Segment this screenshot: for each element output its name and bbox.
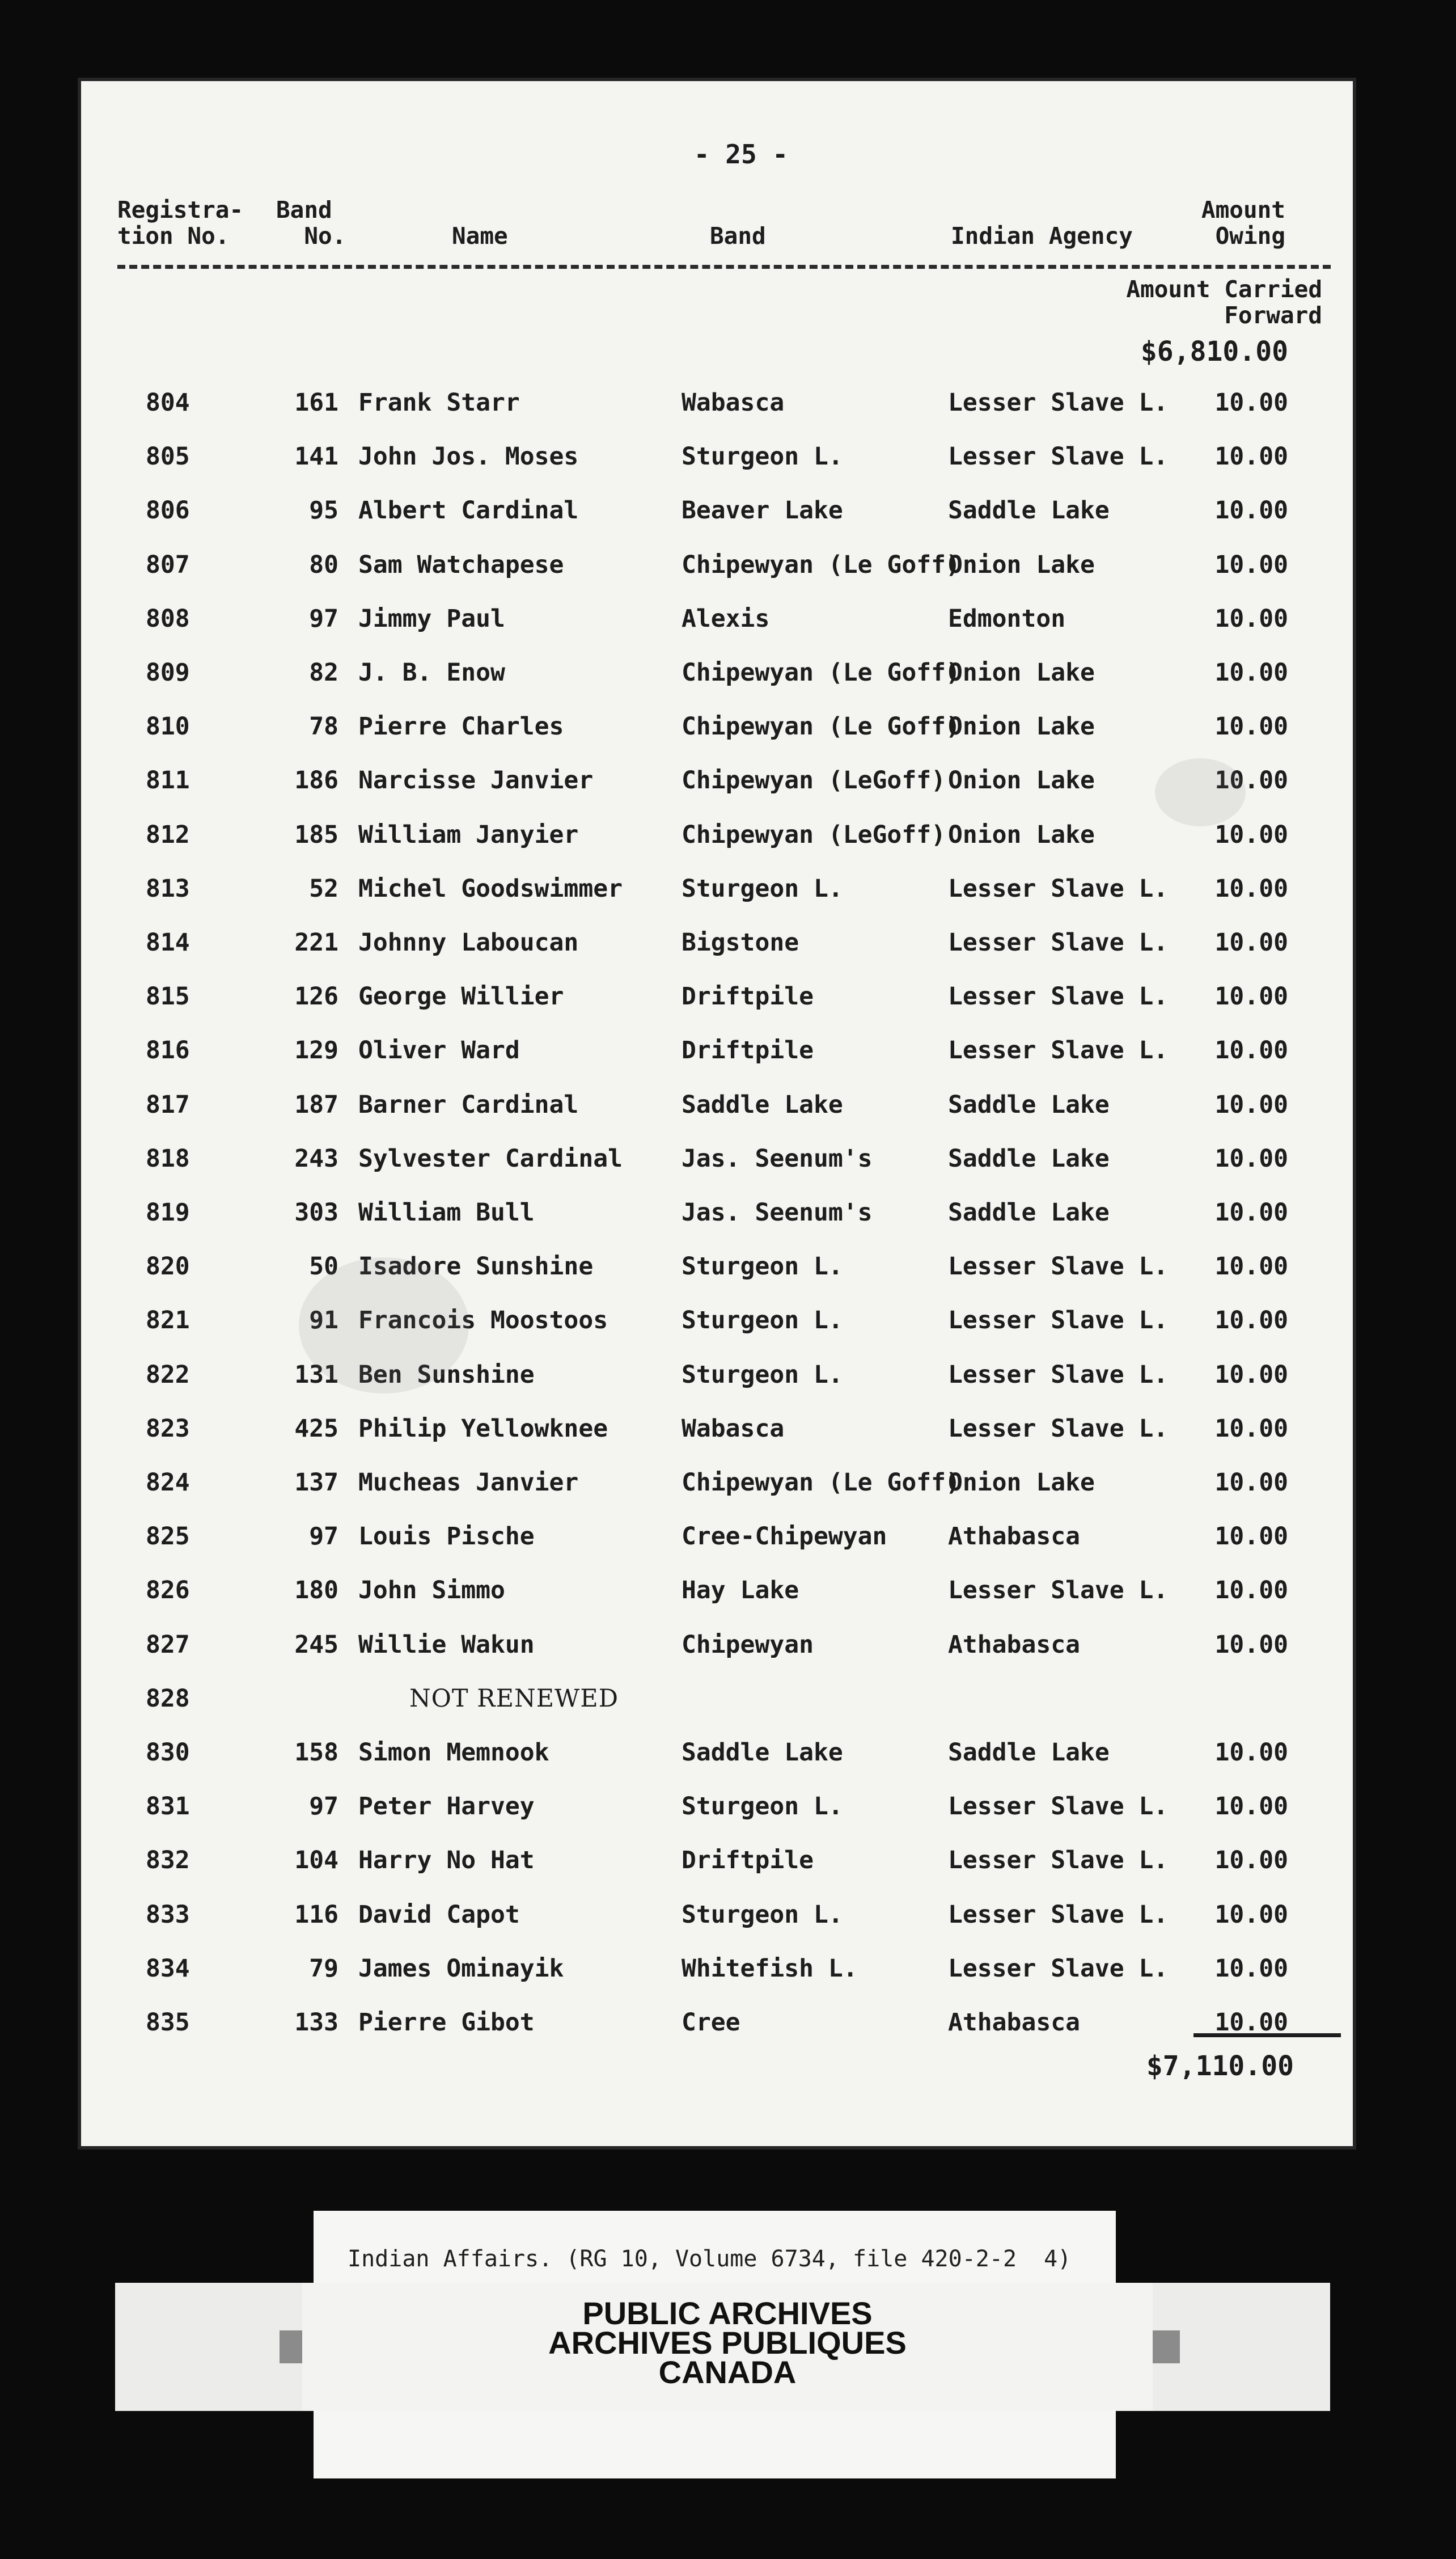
- registration-no: 825: [146, 1522, 190, 1551]
- indian-agency: Lesser Slave L.: [948, 928, 1169, 957]
- amount-owing: 10.00: [1214, 1468, 1288, 1497]
- table-row: [78, 1036, 1356, 1090]
- band-no: 243: [294, 1144, 338, 1173]
- amount-owing: 10.00: [1214, 1738, 1288, 1767]
- band-name: Chipewyan (LeGoff): [682, 766, 946, 795]
- indian-agency: Lesser Slave L.: [948, 1792, 1169, 1821]
- member-name: William Bull: [358, 1198, 535, 1227]
- band-name: Jas. Seenum's: [682, 1198, 873, 1227]
- amount-owing: 10.00: [1214, 1036, 1288, 1065]
- registration-no: 817: [146, 1090, 190, 1119]
- band-name: Chipewyan: [682, 1630, 814, 1659]
- band-no: 303: [294, 1198, 338, 1227]
- band-name: Driftpile: [682, 982, 814, 1011]
- registration-no: 835: [146, 2008, 190, 2037]
- indian-agency: Saddle Lake: [948, 1144, 1110, 1173]
- band-no: 161: [294, 389, 338, 417]
- band-no: 97: [309, 604, 338, 633]
- band-name: Chipewyan (Le Goff): [682, 1468, 960, 1497]
- indian-agency: Onion Lake: [948, 658, 1095, 687]
- header-indian-agency: Indian Agency: [951, 222, 1133, 250]
- registration-no: 805: [146, 442, 190, 471]
- band-name: Chipewyan (Le Goff): [682, 658, 960, 687]
- band-name: Alexis: [682, 604, 770, 633]
- table-row: [78, 496, 1356, 550]
- indian-agency: Athabasca: [948, 2008, 1080, 2037]
- band-name: Sturgeon L.: [682, 1792, 843, 1821]
- total-underline: [1193, 2033, 1341, 2037]
- registration-no: 807: [146, 550, 190, 579]
- registration-no: 820: [146, 1252, 190, 1281]
- registration-no: 804: [146, 389, 190, 417]
- registration-no: 811: [146, 766, 190, 795]
- registration-no: 810: [146, 712, 190, 741]
- registration-no: 827: [146, 1630, 190, 1659]
- band-no: 187: [294, 1090, 338, 1119]
- member-name: Simon Memnook: [358, 1738, 549, 1767]
- amount-owing: 10.00: [1214, 1522, 1288, 1551]
- amount-owing: 10.00: [1214, 389, 1288, 417]
- registration-no: 808: [146, 604, 190, 633]
- amount-owing: 10.00: [1214, 820, 1288, 849]
- member-name: NOT RENEWED: [409, 1684, 619, 1713]
- amount-owing: 10.00: [1214, 496, 1288, 525]
- band-no: 97: [309, 1792, 338, 1821]
- indian-agency: Lesser Slave L.: [948, 1900, 1169, 1929]
- member-name: William Janyier: [358, 820, 579, 849]
- band-no: 158: [294, 1738, 338, 1767]
- band-name: Whitefish L.: [682, 1954, 858, 1983]
- member-name: Sylvester Cardinal: [358, 1144, 623, 1173]
- registration-no: 809: [146, 658, 190, 687]
- amount-owing: 10.00: [1214, 604, 1288, 633]
- band-name: Cree-Chipewyan: [682, 1522, 887, 1551]
- table-row: [78, 1468, 1356, 1522]
- member-name: John Simmo: [358, 1576, 505, 1605]
- amount-owing: 10.00: [1214, 874, 1288, 903]
- indian-agency: Saddle Lake: [948, 1090, 1110, 1119]
- table-row: [78, 1954, 1356, 2008]
- indian-agency: Lesser Slave L.: [948, 982, 1169, 1011]
- registration-no: 819: [146, 1198, 190, 1227]
- amount-owing: 10.00: [1214, 658, 1288, 687]
- indian-agency: Lesser Slave L.: [948, 874, 1169, 903]
- band-name: Driftpile: [682, 1846, 814, 1875]
- indian-agency: Onion Lake: [948, 550, 1095, 579]
- registration-no: 822: [146, 1360, 190, 1389]
- indian-agency: Lesser Slave L.: [948, 1414, 1169, 1443]
- indian-agency: Onion Lake: [948, 1468, 1095, 1497]
- member-name: Narcisse Janvier: [358, 766, 594, 795]
- registration-no: 830: [146, 1738, 190, 1767]
- header-band-no: Band No.: [276, 196, 346, 250]
- archive-citation: Indian Affairs. (RG 10, Volume 6734, file 420-2-2 4): [348, 2246, 1072, 2272]
- band-name: Wabasca: [682, 389, 785, 417]
- band-no: 131: [294, 1360, 338, 1389]
- table-row: [78, 658, 1356, 712]
- table-row: [78, 1198, 1356, 1252]
- band-no: 425: [294, 1414, 338, 1443]
- indian-agency: Onion Lake: [948, 820, 1095, 849]
- band-no: 126: [294, 982, 338, 1011]
- member-name: Oliver Ward: [358, 1036, 520, 1065]
- indian-agency: Saddle Lake: [948, 496, 1110, 525]
- member-name: John Jos. Moses: [358, 442, 579, 471]
- table-row: [78, 1901, 1356, 1954]
- member-name: Isadore Sunshine: [358, 1252, 594, 1281]
- indian-agency: Lesser Slave L.: [948, 1306, 1169, 1335]
- member-name: Barner Cardinal: [358, 1090, 579, 1119]
- member-name: Ben Sunshine: [358, 1360, 535, 1389]
- header-amount-owing: Amount Owing: [1201, 196, 1285, 250]
- amount-owing: 10.00: [1214, 2008, 1288, 2037]
- amount-owing: 10.00: [1214, 712, 1288, 741]
- member-name: Johnny Laboucan: [358, 928, 579, 957]
- member-name: Jimmy Paul: [358, 604, 505, 633]
- table-row: [78, 982, 1356, 1036]
- band-no: 141: [294, 442, 338, 471]
- amount-owing: 10.00: [1214, 766, 1288, 795]
- amount-owing: 10.00: [1214, 1792, 1288, 1821]
- registration-no: 823: [146, 1414, 190, 1443]
- indian-agency: Edmonton: [948, 604, 1066, 633]
- table-row: [78, 1792, 1356, 1846]
- band-no: 52: [309, 874, 338, 903]
- amount-carried-forward-value: $6,810.00: [1140, 336, 1288, 368]
- table-row: [78, 389, 1356, 442]
- band-no: 50: [309, 1252, 338, 1281]
- member-name: Pierre Charles: [358, 712, 564, 741]
- band-no: 82: [309, 658, 338, 687]
- band-no: 95: [309, 496, 338, 525]
- archives-stamp-strip: [115, 2283, 1330, 2411]
- archives-stamp-line2: ARCHIVES PUBLIQUES: [548, 2325, 907, 2360]
- indian-agency: Saddle Lake: [948, 1198, 1110, 1227]
- band-no: 78: [309, 712, 338, 741]
- member-name: Albert Cardinal: [358, 496, 579, 525]
- table-row: [78, 1306, 1356, 1360]
- member-name: David Capot: [358, 1900, 520, 1929]
- band-no: 185: [294, 820, 338, 849]
- indian-agency: Lesser Slave L.: [948, 1360, 1169, 1389]
- amount-carried-forward-label: Amount Carried Forward: [1126, 276, 1322, 329]
- header-band: Band: [710, 222, 766, 250]
- amount-owing: 10.00: [1214, 928, 1288, 957]
- indian-agency: Lesser Slave L.: [948, 1954, 1169, 1983]
- archives-stamp-line3: CANADA: [658, 2354, 797, 2390]
- band-name: Jas. Seenum's: [682, 1144, 873, 1173]
- member-name: James Ominayik: [358, 1954, 564, 1983]
- amount-owing: 10.00: [1214, 1090, 1288, 1119]
- band-no: 180: [294, 1576, 338, 1605]
- amount-owing: 10.00: [1214, 1252, 1288, 1281]
- table-row: [78, 1684, 1356, 1738]
- band-no: 97: [309, 1522, 338, 1551]
- band-name: Sturgeon L.: [682, 874, 843, 903]
- registration-no: 826: [146, 1576, 190, 1605]
- table-row: [78, 1361, 1356, 1414]
- table-row: [78, 1738, 1356, 1792]
- page-number: - 25 -: [693, 139, 789, 170]
- indian-agency: Onion Lake: [948, 766, 1095, 795]
- amount-owing: 10.00: [1214, 1306, 1288, 1335]
- band-name: Hay Lake: [682, 1576, 799, 1605]
- indian-agency: Lesser Slave L.: [948, 1036, 1169, 1065]
- band-name: Sturgeon L.: [682, 1306, 843, 1335]
- table-row: [78, 875, 1356, 928]
- band-no: 221: [294, 928, 338, 957]
- indian-agency: Athabasca: [948, 1630, 1080, 1659]
- amount-owing: 10.00: [1214, 1954, 1288, 1983]
- archives-stamp: [302, 2283, 1153, 2411]
- paper-smudge: [1155, 758, 1246, 826]
- member-name: Philip Yellowknee: [358, 1414, 608, 1443]
- member-name: George Willier: [358, 982, 564, 1011]
- table-row: [78, 1576, 1356, 1630]
- member-name: Peter Harvey: [358, 1792, 535, 1821]
- member-name: Sam Watchapese: [358, 550, 564, 579]
- member-name: Willie Wakun: [358, 1630, 535, 1659]
- paper-smudge: [299, 1257, 469, 1393]
- member-name: Francois Moostoos: [358, 1306, 608, 1335]
- indian-agency: Saddle Lake: [948, 1738, 1110, 1767]
- band-no: 91: [309, 1306, 338, 1335]
- archives-stamp-line1: PUBLIC ARCHIVES: [582, 2295, 873, 2331]
- table-row: [78, 442, 1356, 496]
- indian-agency: Lesser Slave L.: [948, 442, 1169, 471]
- table-row: [78, 1414, 1356, 1468]
- band-name: Driftpile: [682, 1036, 814, 1065]
- amount-owing: 10.00: [1214, 550, 1288, 579]
- table-row: [78, 712, 1356, 766]
- band-name: Chipewyan (LeGoff): [682, 820, 946, 849]
- amount-owing: 10.00: [1214, 1576, 1288, 1605]
- band-name: Cree: [682, 2008, 740, 2037]
- band-no: 186: [294, 766, 338, 795]
- registration-no: 824: [146, 1468, 190, 1497]
- registration-no: 806: [146, 496, 190, 525]
- band-name: Chipewyan (Le Goff): [682, 550, 960, 579]
- amount-owing: 10.00: [1214, 1198, 1288, 1227]
- amount-owing: 10.00: [1214, 1144, 1288, 1173]
- amount-owing: 10.00: [1214, 982, 1288, 1011]
- band-name: Sturgeon L.: [682, 1900, 843, 1929]
- band-no: 104: [294, 1846, 338, 1875]
- band-name: Sturgeon L.: [682, 1252, 843, 1281]
- amount-owing: 10.00: [1214, 1846, 1288, 1875]
- indian-agency: Athabasca: [948, 1522, 1080, 1551]
- band-name: Saddle Lake: [682, 1090, 843, 1119]
- band-no: 133: [294, 2008, 338, 2037]
- amount-owing: 10.00: [1214, 1360, 1288, 1389]
- band-name: Bigstone: [682, 928, 799, 957]
- band-no: 116: [294, 1900, 338, 1929]
- amount-owing: 10.00: [1214, 1900, 1288, 1929]
- table-row: [78, 1252, 1356, 1306]
- band-no: 137: [294, 1468, 338, 1497]
- amount-owing: 10.00: [1214, 442, 1288, 471]
- registration-no: 828: [146, 1684, 190, 1713]
- registration-no: 814: [146, 928, 190, 957]
- table-row: [78, 1091, 1356, 1145]
- table-row: [78, 605, 1356, 658]
- registration-no: 833: [146, 1900, 190, 1929]
- registration-no: 821: [146, 1306, 190, 1335]
- table-row: [78, 551, 1356, 605]
- band-no: 129: [294, 1036, 338, 1065]
- registration-no: 816: [146, 1036, 190, 1065]
- registration-no: 832: [146, 1846, 190, 1875]
- band-name: Chipewyan (Le Goff): [682, 712, 960, 741]
- band-name: Wabasca: [682, 1414, 785, 1443]
- member-name: J. B. Enow: [358, 658, 505, 687]
- member-name: Frank Starr: [358, 389, 520, 417]
- amount-owing: 10.00: [1214, 1414, 1288, 1443]
- citation-label-lower: [314, 2410, 1116, 2478]
- member-name: Pierre Gibot: [358, 2008, 535, 2037]
- indian-agency: Lesser Slave L.: [948, 1576, 1169, 1605]
- table-row: [78, 1145, 1356, 1198]
- indian-agency: Lesser Slave L.: [948, 1252, 1169, 1281]
- header-divider: [117, 265, 1331, 269]
- document-page: [78, 78, 1356, 2150]
- registration-no: 818: [146, 1144, 190, 1173]
- indian-agency: Onion Lake: [948, 712, 1095, 741]
- indian-agency: Lesser Slave L.: [948, 1846, 1169, 1875]
- member-name: Michel Goodswimmer: [358, 874, 623, 903]
- band-no: 79: [309, 1954, 338, 1983]
- header-name: Name: [452, 222, 508, 250]
- band-name: Sturgeon L.: [682, 1360, 843, 1389]
- registration-no: 831: [146, 1792, 190, 1821]
- registration-no: 834: [146, 1954, 190, 1983]
- band-name: Sturgeon L.: [682, 442, 843, 471]
- band-no: 245: [294, 1630, 338, 1659]
- registration-no: 815: [146, 982, 190, 1011]
- strip-tab-right: [1153, 2330, 1180, 2363]
- band-name: Beaver Lake: [682, 496, 843, 525]
- total-amount: $7,110.00: [1146, 2050, 1294, 2082]
- header-registration-no: Registra- tion No.: [117, 196, 244, 250]
- indian-agency: Lesser Slave L.: [948, 389, 1169, 417]
- band-name: Saddle Lake: [682, 1738, 843, 1767]
- registration-no: 812: [146, 820, 190, 849]
- registration-no: 813: [146, 874, 190, 903]
- table-row: [78, 1522, 1356, 1576]
- member-name: Harry No Hat: [358, 1846, 535, 1875]
- amount-owing: 10.00: [1214, 1630, 1288, 1659]
- table-row: [78, 821, 1356, 875]
- table-row: [78, 1631, 1356, 1684]
- table-row: [78, 1846, 1356, 1900]
- band-no: 80: [309, 550, 338, 579]
- member-name: Mucheas Janvier: [358, 1468, 579, 1497]
- table-row: [78, 928, 1356, 982]
- member-name: Louis Pische: [358, 1522, 535, 1551]
